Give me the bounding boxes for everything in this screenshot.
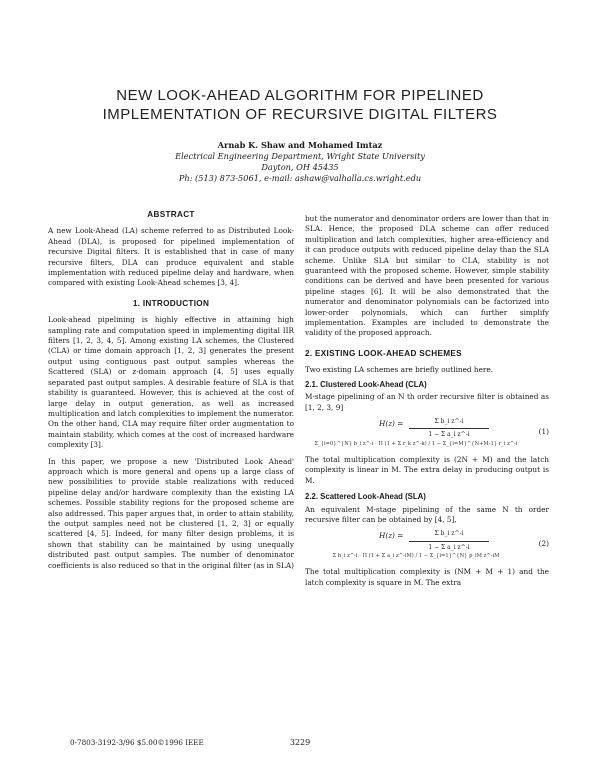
- equation-2-fraction: [409, 529, 489, 553]
- after-equation-1: The total multiplication complexity is (2N + M) and the latch complexity is linear in M. The extra delay in producing output is M.: [305, 454, 549, 485]
- equation-1-number: (1): [538, 426, 549, 436]
- equation-1-fraction: [409, 417, 489, 441]
- paper-title: [60, 86, 540, 124]
- equation-1-numerator: Σ b_i z^-i: [409, 417, 489, 429]
- title-line-1: NEW LOOK-AHEAD ALGORITHM FOR PIPELINED: [116, 87, 484, 104]
- right-column: [305, 214, 549, 594]
- equation-2: [305, 529, 549, 561]
- author-city: Dayton, OH 45435: [261, 162, 339, 172]
- equation-1-expanded: Σ_{i=0}^{N} b_i z^-i · Π (1 + Σ r_k z^-k) / 1 − Σ_{i=M}^{N+M-1} r_i z^-i: [314, 440, 518, 447]
- subsection-2-2-heading: 2.2. Scattered Look-Ahead (SLA): [305, 492, 426, 502]
- author-block: [100, 140, 500, 184]
- abstract-text: A new Look-Ahead (LA) scheme referred to as Distributed Look-Ahead (DLA), is proposed for pipelined implementation of recursive Digital filters. It is established that in case of many recursive filters, DLA can produce equivalent and stable implementation with reduced pipeline delay and hardware, when compared with existing Look-Ahead schemes [3, 4].: [48, 226, 294, 288]
- section-2-intro: Two existing LA schemes are briefly outlined here.: [305, 365, 494, 375]
- introduction-paragraph-2: In this paper, we propose a new 'Distributed Look Ahead' approach which is more general and opens up a large class of new possibilities to provide stable realizations with reduced pipeline delay and/or hardware complexity than the existing LA schemes. Possible stability regions for the proposed scheme are also addressed. This paper argues that, in order to attain stability, the output samples need not be clustered [1, 2, 3] or equally scattered [4, 5]. Indeed, for many filter design problems, it is shown that stability can be maintained by using unequally distributed past output samples. The number of denominator coefficients is also reduced so that in the original filter (as in SLA): [48, 456, 294, 570]
- introduction-heading: 1. INTRODUCTION: [132, 298, 210, 308]
- equation-1-lhs: H(z) =: [379, 418, 404, 428]
- title-line-2: IMPLEMENTATION OF RECURSIVE DIGITAL FILTERS: [102, 106, 498, 123]
- equation-2-denominator: 1 − Σ a_i z^-i: [428, 543, 470, 551]
- right-paragraph-1: but the numerator and denominator orders are lower than that in SLA. Hence, the proposed DLA scheme can offer reduced multiplication and latch complexities, higher area-efficiency and it can produce outputs with reduced pipeline delay than the SLA scheme. Unlike SLA but similar to CLA, stability is not guaranteed with the proposed scheme. However, simple stability conditions can be derived and have been presented for various pipeline stages [6]. It will be also demonstrated that the numerator and denominator polynomials can be factorized into lower-order polynomials, which can further simplify implementation. Examples are included to demonstrate the validity of the proposed approach.: [305, 214, 549, 338]
- abstract-heading: ABSTRACT: [147, 210, 195, 219]
- page-number: 3229: [289, 738, 311, 747]
- equation-2-expanded: Σ b_i z^-i · Π (1 + Σ a_i z^-iM) / 1 − Σ_{i=1}^{N} p_iM z^-iM: [332, 553, 500, 560]
- subsection-2-1-text: M-stage pipelining of an N th order recursive filter is obtained as [1, 2, 3, 9]: [305, 392, 549, 412]
- equation-1-denominator: 1 − Σ a_i z^-i: [428, 431, 470, 439]
- copyright-footer: 0-7803-3192-3/96 $5.00©1996 IEEE: [70, 738, 204, 747]
- author-names: Arnab K. Shaw and Mohamed Imtaz: [217, 140, 383, 150]
- section-2-heading: 2. EXISTING LOOK-AHEAD SCHEMES: [305, 348, 462, 358]
- subsection-2-2-text: An equivalent M-stage pipelining of the same N th order recursive filter can be obtained by [4, 5],: [305, 504, 549, 524]
- after-equation-2: The total multiplication complexity is (NM + M + 1) and the latch complexity is square in M. The extra: [305, 567, 549, 587]
- author-contact: Ph: (513) 873-5061, e-mail: ashaw@valhalla.cs.wright.edu: [178, 173, 422, 183]
- equation-2-number: (2): [538, 539, 549, 549]
- equation-2-lhs: H(z) =: [379, 531, 404, 541]
- subsection-2-1-heading: 2.1. Clustered Look-Ahead (CLA): [305, 379, 427, 389]
- introduction-paragraph-1: Look-ahead pipelining is highly effective in attaining high sampling rate and computation speed in implementing digital IIR filters [1, 2, 3, 4, 5]. Among existing LA schemes, the Clustered (CLA) or time domain approach [1, 2, 3] generates the present output using contiguous past output samples whereas the Scattered (SLA) or z-domain approach [4, 5] uses equally separated past output samples. A desirable feature of SLA is that stability is guaranteed. However, this is achieved at the cost of large delay in output generation, as well as increased multiplication and latch complexities to implement the numerator. On the other hand, CLA may require filter order augmentation to maintain stability, which comes at the cost of increased hardware complexity [3].: [48, 315, 294, 450]
- left-column: [48, 210, 294, 577]
- author-affiliation: Electrical Engineering Department, Wright State University: [175, 151, 425, 161]
- equation-2-numerator: Σ b_i z^-i: [409, 529, 489, 541]
- equation-1: [305, 417, 549, 449]
